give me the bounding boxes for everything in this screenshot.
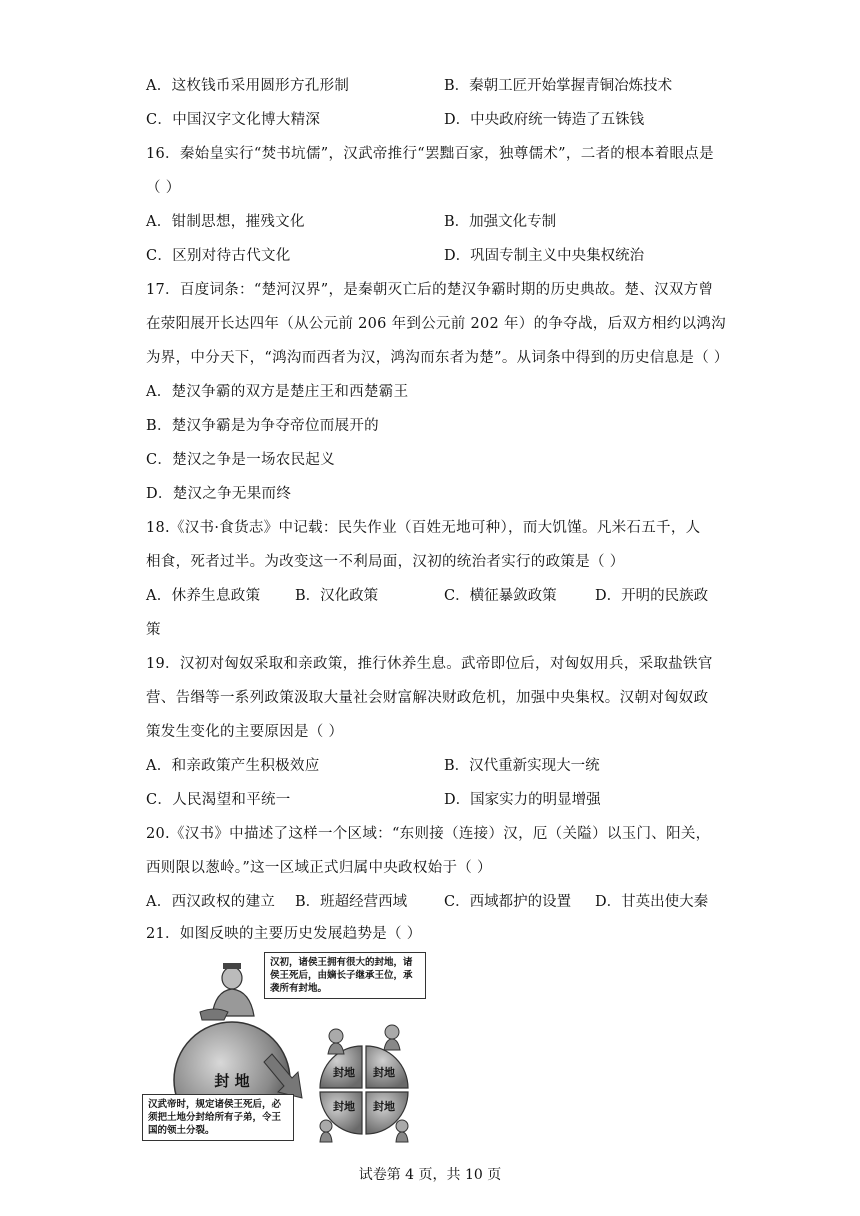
q19-stem-line-3: 策发生变化的主要原因是（ ） [146, 724, 344, 740]
q17-stem-line-1: 17．百度词条：“楚河汉界”，是秦朝灭亡后的楚汉争霸时期的历史典故。楚、汉双方曾 [146, 282, 714, 298]
q19-option-c: C．人民渴望和平统一 [146, 792, 291, 808]
q17-option-b: B．楚汉争霸是为争夺帝位而展开的 [146, 418, 379, 434]
figure-note-top: 汉初，诸侯王拥有很大的封地，诸侯王死后，由嫡长子继承王位，承袭所有封地。 [264, 952, 426, 999]
q20-option-c: C．西域都护的设置 [444, 894, 572, 910]
q18-stem-line-2: 相食，死者过半。为改变这一不利局面，汉初的统治者实行的政策是（ ） [146, 554, 625, 570]
q20-option-b: B．班超经营西域 [295, 894, 408, 910]
q19-stem-line-1: 19．汉初对匈奴采取和亲政策，推行休养生息。武帝即位后，对匈奴用兵，采取盐铁官 [146, 656, 713, 672]
q15-option-b: B．秦朝工匠开始掌握青铜冶炼技术 [444, 78, 673, 94]
big-ball-label: 封 地 [214, 1072, 250, 1090]
q19-option-a: A．和亲政策产生积极效应 [146, 758, 320, 774]
small-fief-label-1: 封地 [333, 1066, 355, 1079]
q20-option-a: A．西汉政权的建立 [146, 894, 276, 910]
q16-option-b: B．加强文化专制 [444, 214, 557, 230]
small-fief-label-3: 封地 [333, 1100, 355, 1113]
q18-option-d-wrap: 策 [146, 622, 161, 638]
small-fief-label-2: 封地 [373, 1066, 395, 1079]
divided-fiefs [320, 1046, 408, 1134]
q15-option-a: A．这枚钱币采用圆形方孔形制 [146, 78, 350, 94]
q15-option-c: C．中国汉字文化博大精深 [146, 112, 321, 128]
q15-option-d: D．中央政府统一铸造了五铢钱 [444, 112, 645, 128]
q17-option-d: D．楚汉之争无果而终 [146, 486, 292, 502]
q19-stem-line-2: 营、告缗等一系列政策汲取大量社会财富解决财政危机，加强中央集权。汉朝对匈奴政 [146, 690, 709, 706]
small-fief-label-4: 封地 [373, 1100, 395, 1113]
q21-stem: 21．如图反映的主要历史发展趋势是（ ） [146, 926, 422, 942]
q17-stem-line-2: 在荥阳展开长达四年（从公元前 206 年到公元前 202 年）的争夺战，后双方相约以鸿沟 [146, 316, 726, 332]
q18-option-a: A．休养生息政策 [146, 588, 261, 604]
q16-stem-line-2: （ ） [146, 180, 181, 196]
q16-stem-line-1: 16．秦始皇实行“焚书坑儒”，汉武帝推行“罢黜百家，独尊儒术”，二者的根本着眼点是 [146, 146, 714, 162]
q18-option-d: D．开明的民族政 [595, 588, 709, 604]
q19-option-b: B．汉代重新实现大一统 [444, 758, 600, 774]
q16-option-a: A．钳制思想，摧残文化 [146, 214, 305, 230]
q18-option-c: C．横征暴敛政策 [444, 588, 557, 604]
q20-stem-line-2: 西则限以葱岭。”这一区域正式归属中央政权始于（ ） [146, 860, 492, 876]
page-footer: 试卷第 4 页，共 10 页 [358, 1167, 502, 1183]
q16-option-d: D．巩固专制主义中央集权统治 [444, 248, 645, 264]
q19-option-d: D．国家实力的明显增强 [444, 792, 601, 808]
q20-option-d: D．甘英出使大秦 [595, 894, 709, 910]
q17-option-c: C．楚汉之争是一场农民起义 [146, 452, 335, 468]
prince-figure-large [200, 963, 254, 1020]
q17-option-a: A．楚汉争霸的双方是楚庄王和西楚霸王 [146, 384, 409, 400]
q17-stem-line-3: 为界，中分天下，“鸿沟而西者为汉，鸿沟而东者为楚”。从词条中得到的历史信息是（ ） [146, 350, 729, 366]
figure-note-bottom: 汉武帝时，规定诸侯王死后，必须把土地分封给所有子弟，令王国的领土分裂。 [142, 1094, 294, 1141]
q20-stem-line-1: 20.《汉书》中描述了这样一个区域：“东则接（连接）汉，厄（关隘）以玉门、阳关， [146, 826, 711, 842]
q18-option-b: B．汉化政策 [295, 588, 379, 604]
q16-option-c: C．区别对待古代文化 [146, 248, 291, 264]
q21-figure [140, 946, 440, 1146]
q18-stem-line-1: 18.《汉书·食货志》中记载：民失作业（百姓无地可种），而大饥馑。凡米石五千，人 [146, 520, 701, 536]
